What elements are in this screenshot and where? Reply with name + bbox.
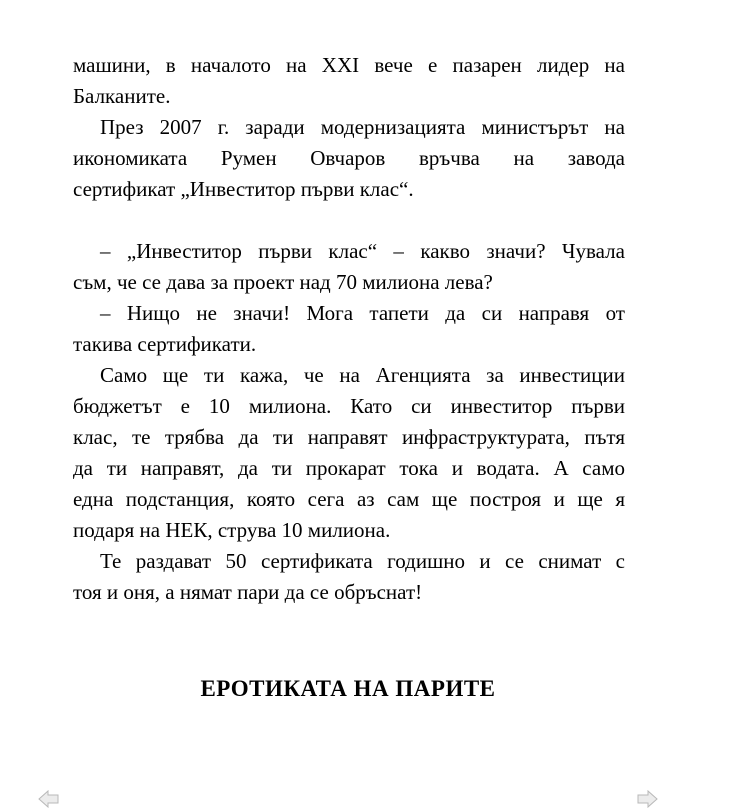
previous-page-button[interactable] (38, 790, 60, 808)
text-line: Балканите. (73, 84, 171, 108)
next-page-button[interactable] (636, 790, 658, 808)
text-line: такива сертификати. (73, 332, 257, 356)
text-line: подаря на НЕК, струва 10 милиона. (73, 518, 391, 542)
text-line: съм, че се дава за проект над 70 милиона лева? (73, 270, 493, 294)
text-line: През 2007 г. заради модернизацията министърът на (100, 115, 625, 139)
paragraph (73, 360, 625, 546)
arrow-left-icon (38, 790, 60, 808)
text-line: Те раздават 50 сертификата годишно и се снимат с (100, 549, 625, 573)
page-body (73, 50, 625, 608)
paragraph (73, 546, 625, 608)
text-line: една подстанция, която сега аз сам ще построя и ще я (73, 487, 625, 511)
dialogue-paragraph (73, 236, 625, 298)
text-line: клас, те трябва да ти направят инфраструктурата, пътя (73, 425, 625, 449)
chapter-title: ЕРОТИКАТА НА ПАРИТЕ (200, 676, 496, 701)
text-line: машини, в началото на XXI вече е пазарен лидер на (73, 53, 625, 77)
text-line: тоя и оня, а нямат пари да се обръснат! (73, 580, 423, 604)
text-line: – Нищо не значи! Мога тапети да си направя от (100, 301, 625, 325)
text-line: бюджетът е 10 милиона. Като си инвеститор първи (73, 394, 625, 418)
dialogue-paragraph (73, 298, 625, 360)
paragraph (73, 50, 625, 112)
text-line: икономиката Румен Овчаров връчва на завода (73, 146, 625, 170)
blank-line (73, 205, 625, 236)
text-line: Само ще ти кажа, че на Агенцията за инвестиции (100, 363, 625, 387)
text-line: сертификат „Инвеститор първи клас“. (73, 177, 414, 201)
text-line: да ти направят, да ти прокарат тока и водата. А само (73, 456, 625, 480)
arrow-right-icon (636, 790, 658, 808)
text-line: – „Инвеститор първи клас“ – какво значи? Чувала (100, 239, 625, 263)
paragraph (73, 112, 625, 205)
